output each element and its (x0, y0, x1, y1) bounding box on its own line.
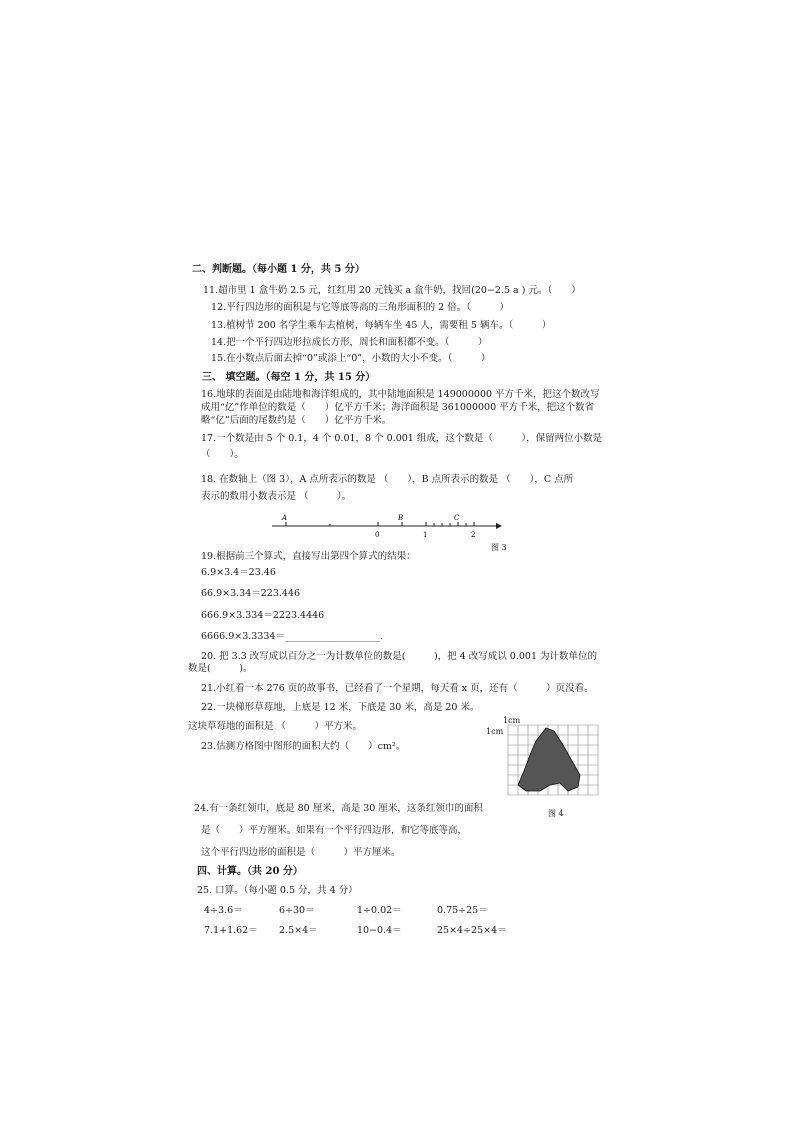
question-16-line2: 成用“亿”作单位的数是（ ）亿平方千米；海洋面积是 361000000 平方千米，把这个数省 (201, 402, 595, 413)
point-B-label: B (398, 514, 404, 522)
mental-calc-3: 1÷0.02＝ (357, 905, 402, 916)
grid-figure (508, 725, 600, 797)
tick-label-0: 0 (375, 531, 380, 539)
question-12: 12.平行四边形的面积是与它等底等高的三角形面积的 2 倍。（ ） (211, 302, 509, 313)
point-A-label: A (282, 514, 288, 522)
question-23: 23.估测方格图中图形的面积大约（ ）cm²。 (201, 741, 406, 752)
question-22-line2: 这块草莓地的面积是 （ ）平方米。 (188, 721, 363, 732)
mental-calc-2: 6÷30＝ (279, 905, 315, 916)
tick-label-1: 1 (423, 531, 428, 539)
question-19-eq1: 6.9×3.4＝23.46 (201, 567, 276, 578)
mental-calc-8: 25×4÷25×4＝ (437, 925, 507, 936)
question-17-line2: （ ）。 (201, 449, 244, 460)
question-11: 11.超市里 1 盒牛奶 2.5 元，红红用 20 元钱买 a 盒牛奶，找回(20−2.5 a ) 元。（ ） (203, 285, 581, 296)
question-13: 13.植树节 200 名学生乘车去植树，每辆车坐 45 人，需要租 5 辆车。（ ） (211, 320, 552, 331)
question-16-line1: 16.地球的表面是由陆地和海洋组成的，其中陆地面积是 149000000 平方千米，把这个数改写 (201, 389, 600, 400)
question-25: 25. 口算。（每小题 0.5 分，共 4 分） (197, 885, 358, 896)
question-20-line1: 20. 把 3.3 改写成以百分之一为计数单位的数是( )，把 4 改写成以 0.001 为计数单位的 (201, 651, 598, 662)
mental-calc-4: 0.75÷25＝ (437, 905, 488, 916)
irregular-shape (518, 728, 580, 791)
question-24-line2: 是（ ）平方厘米。如果有一个平行四边形，和它等底等高， (201, 825, 468, 836)
question-20-line2: 数是( )。 (188, 663, 253, 674)
point-C-label: C (454, 514, 460, 522)
section-fill-header: 三、 填空题。（每空 1 分，共 15 分） (202, 372, 376, 383)
question-14: 14.把一个平行四边形拉成长方形，周长和面积都不变。（ ） (211, 337, 488, 348)
grid-left-unit-label: 1cm (486, 727, 504, 736)
figure-4-caption: 图 4 (548, 809, 564, 818)
number-line-figure (268, 512, 508, 544)
mental-calc-7: 10−0.4＝ (357, 925, 402, 936)
question-19-line1: 19.根据前三个算式，直接写出第四个算式的结果： (201, 551, 416, 562)
question-21: 21.小红看一本 276 页的故事书，已经看了一个星期，每天看 x 页，还有（ ）页没看。 (201, 683, 594, 694)
section-judge-header: 二、判断题。（每小题 1 分，共 5 分） (192, 264, 365, 275)
question-18-line1: 18. 在数轴上（图 3），A 点所表示的数是 （ ），B 点所表示的数是 （ ），C 点所 (201, 474, 574, 485)
question-15: 15.在小数点后面去掉“0”或添上“0”，小数的大小不变。（ ） (211, 353, 491, 364)
mental-calc-5: 7.1+1.62＝ (204, 925, 258, 936)
question-24-line1: 24.有一条红领巾，底是 80 厘米，高是 30 厘米，这条红领巾的面积 (194, 803, 483, 814)
question-18-line2: 表示的数用小数表示是 （ ）。 (201, 491, 352, 502)
section-calc-header: 四、计算。（共 20 分） (197, 866, 303, 877)
grid-top-unit-label: 1cm (503, 716, 521, 725)
question-19-eq3: 666.9×3.334＝2223.4446 (201, 610, 325, 621)
question-22-line1: 22.一块梯形草莓地，上底是 12 米，下底是 30 米，高是 20 米。 (201, 702, 480, 713)
figure-3-caption: 图 3 (491, 543, 507, 552)
question-24-line3: 这个平行四边形的面积是（ ）平方厘米。 (201, 847, 401, 858)
question-16-line3: 略“亿”后面的尾数约是（ ）亿平方千米。 (201, 415, 392, 426)
question-17-line1: 17.一个数是由 5 个 0.1，4 个 0.01，8 个 0.001 组成，这个数是（ ），保留两位小数是 (201, 433, 603, 444)
mental-calc-1: 4÷3.6＝ (204, 905, 243, 916)
question-19-eq2: 66.9×3.34＝223.446 (201, 588, 301, 599)
mental-calc-6: 2.5×4＝ (279, 925, 318, 936)
number-line-arrow (496, 523, 502, 529)
tick-label-2: 2 (471, 531, 476, 539)
question-19-eq4: 6666.9×3.3334＝____________________. (201, 631, 383, 642)
